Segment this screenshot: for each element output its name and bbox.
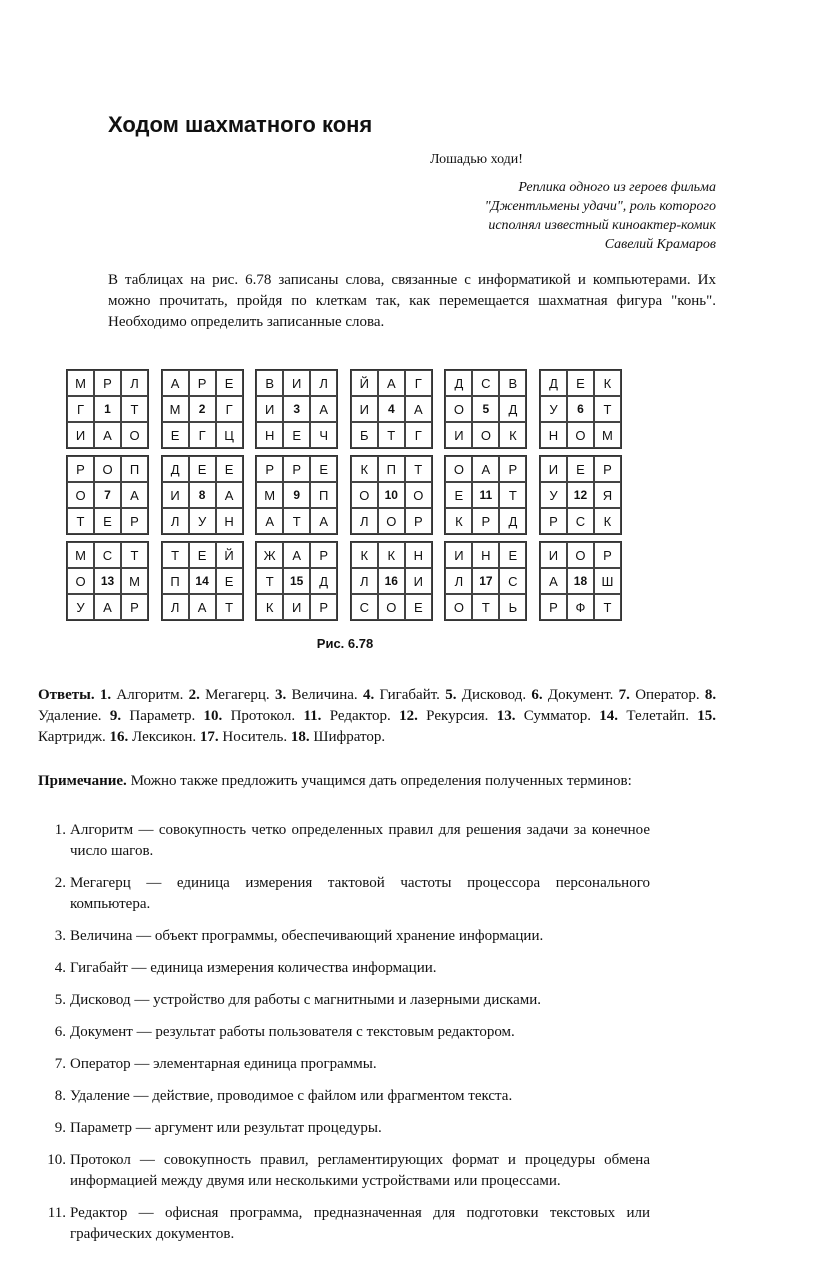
grid-letter: С: [351, 594, 378, 620]
answer-item: Оператор.: [629, 687, 700, 703]
grid-letter: Л: [162, 508, 189, 534]
grid-letter: О: [445, 594, 472, 620]
definition-text: Удаление — действие, проводимое с файлом или фрагментом текста.: [70, 1088, 513, 1104]
grid-number: 4: [378, 396, 405, 422]
grid-letter: Т: [594, 396, 621, 422]
grid-letter: Д: [445, 370, 472, 396]
letter-grid-12: [539, 455, 622, 535]
grid-letter: Б: [351, 422, 378, 448]
definition-text: Дисковод — устройство для работы с магнитными и лазерными дисками.: [70, 992, 542, 1008]
grid-letter: А: [405, 396, 432, 422]
definition-number: 8.: [54, 1088, 66, 1104]
definition-number: 11.: [47, 1205, 66, 1221]
grid-letter: Е: [310, 456, 337, 482]
epigraph-source: [485, 178, 716, 254]
grid-letter: О: [94, 456, 121, 482]
grid-number: 16: [378, 568, 405, 594]
page-title: Ходом шахматного коня: [108, 112, 373, 137]
grid-number: 8: [189, 482, 216, 508]
letter-grid-2: [161, 369, 244, 449]
definition-text: Гигабайт — единица измерения количества информации.: [70, 960, 437, 976]
grid-letter: Е: [94, 508, 121, 534]
letter-grid-5: [444, 369, 527, 449]
grid-letter: Д: [499, 396, 526, 422]
grid-letter: У: [67, 594, 94, 620]
grid-letter: Т: [405, 456, 432, 482]
grid-letter: Р: [94, 370, 121, 396]
epigraph-line: "Джентльмены удачи", роль которого: [484, 199, 716, 214]
note-paragraph: [38, 771, 716, 792]
epigraph-quote: Лошадью ходи!: [430, 152, 523, 167]
definition-item: [38, 1054, 650, 1075]
answer-item: Картридж.: [38, 729, 106, 745]
definition-item: [38, 1150, 650, 1192]
intro-paragraph: В таблицах на рис. 6.78 записаны слова, связанные с информатикой и компьютерами. Их можно прочитать, пройдя по клеткам так, как перемещается шахматная фигура "конь". Необходимо определить записанные слова.: [108, 272, 716, 330]
grid-letter: Т: [216, 594, 243, 620]
grid-letter: О: [378, 594, 405, 620]
grid-letter: Н: [540, 422, 567, 448]
figure-caption: Рис. 6.78: [316, 636, 374, 651]
note-label: Примечание.: [38, 773, 127, 789]
answer-item: Рекурсия.: [417, 708, 489, 724]
grid-letter: П: [162, 568, 189, 594]
grid-letter: И: [283, 370, 310, 396]
grid-letter: Т: [121, 396, 148, 422]
definition-number: 2.: [54, 875, 66, 891]
definition-number: 4.: [54, 960, 66, 976]
grid-letter: М: [162, 396, 189, 422]
grid-letter: П: [378, 456, 405, 482]
answer-item: Величина.: [286, 687, 358, 703]
grid-row: [66, 369, 622, 449]
grid-letter: Р: [283, 456, 310, 482]
grid-letter: О: [445, 396, 472, 422]
grid-letter: Р: [405, 508, 432, 534]
grid-letter: Р: [499, 456, 526, 482]
grid-letter: Е: [405, 594, 432, 620]
grid-letter: И: [256, 396, 283, 422]
answer-item: Документ.: [542, 687, 614, 703]
answer-item: Мегагерц.: [199, 687, 270, 703]
grid-letter: А: [378, 370, 405, 396]
grid-letter: Я: [594, 482, 621, 508]
letter-grid-8: [161, 455, 244, 535]
answer-number: 10.: [203, 708, 223, 724]
letter-grid-4: [350, 369, 433, 449]
grid-letter: А: [283, 542, 310, 568]
answer-number: 8.: [704, 687, 717, 703]
grid-letter: А: [216, 482, 243, 508]
answer-number: 3.: [274, 687, 287, 703]
epigraph-line: исполнял известный киноактер-комик: [488, 218, 716, 233]
grid-letter: Т: [256, 568, 283, 594]
grid-letter: Е: [445, 482, 472, 508]
grid-letter: Е: [499, 542, 526, 568]
letter-grid-7: [66, 455, 149, 535]
grid-letter: К: [351, 542, 378, 568]
grid-letter: Р: [121, 594, 148, 620]
grid-letter: С: [499, 568, 526, 594]
grid-letter: Н: [216, 508, 243, 534]
grid-letter: М: [594, 422, 621, 448]
answers-label: Ответы.: [38, 687, 95, 703]
definition-item: [38, 873, 650, 915]
definition-number: 9.: [54, 1120, 66, 1136]
grid-letter: Р: [310, 594, 337, 620]
grid-letter: Н: [405, 542, 432, 568]
grid-letter: О: [445, 456, 472, 482]
grid-letter: Е: [216, 568, 243, 594]
definition-item: [38, 1022, 650, 1043]
letter-grid-18: [539, 541, 622, 621]
grid-number: 13: [94, 568, 121, 594]
grid-letter: Ь: [499, 594, 526, 620]
grid-row: [66, 541, 622, 621]
answer-item: Гигабайт.: [374, 687, 440, 703]
definition-item: [38, 958, 650, 979]
definition-text: Редактор — офисная программа, предназначенная для подготовки текстовых или графических документов.: [70, 1205, 650, 1242]
grid-letter: Г: [189, 422, 216, 448]
grid-letter: Л: [121, 370, 148, 396]
grid-letter: Г: [67, 396, 94, 422]
definition-number: 1.: [54, 822, 66, 838]
grid-letter: Ф: [567, 594, 594, 620]
definition-number: 3.: [54, 928, 66, 944]
grid-letter: А: [256, 508, 283, 534]
grid-number: 18: [567, 568, 594, 594]
letter-grid-1: [66, 369, 149, 449]
answer-number: 14.: [599, 708, 619, 724]
grid-number: 9: [283, 482, 310, 508]
grid-letter: А: [310, 508, 337, 534]
grid-letter: Ш: [594, 568, 621, 594]
letter-grid-3: [255, 369, 338, 449]
grid-letter: О: [405, 482, 432, 508]
grid-letter: О: [67, 482, 94, 508]
grid-number: 6: [567, 396, 594, 422]
answer-item: Дисковод.: [456, 687, 527, 703]
definition-item: [38, 926, 650, 947]
grid-letter: Т: [378, 422, 405, 448]
grid-letter: Р: [121, 508, 148, 534]
grid-letter: Д: [499, 508, 526, 534]
grid-letter: Л: [445, 568, 472, 594]
grid-number: 3: [283, 396, 310, 422]
grid-letter: Л: [162, 594, 189, 620]
answer-item: Параметр.: [121, 708, 196, 724]
grid-letter: В: [256, 370, 283, 396]
grid-letter: Р: [472, 508, 499, 534]
definitions-list: [38, 820, 650, 1256]
grid-letter: Е: [216, 370, 243, 396]
answer-number: 5.: [445, 687, 457, 703]
answer-number: 9.: [109, 708, 122, 724]
definition-number: 7.: [54, 1056, 66, 1072]
letter-grid-6: [539, 369, 622, 449]
grid-letter: Т: [594, 594, 621, 620]
grid-number: 11: [472, 482, 499, 508]
answer-number: 13.: [496, 708, 516, 724]
definition-text: Параметр — аргумент или результат процедуры.: [70, 1120, 382, 1136]
grid-letter: К: [351, 456, 378, 482]
grid-letter: К: [594, 370, 621, 396]
grid-letter: Л: [351, 508, 378, 534]
grid-letter: М: [256, 482, 283, 508]
grid-letter: А: [121, 482, 148, 508]
grid-letter: С: [94, 542, 121, 568]
grid-letter: О: [472, 422, 499, 448]
answer-number: 4.: [362, 687, 375, 703]
grid-letter: Р: [310, 542, 337, 568]
grid-letter: О: [121, 422, 148, 448]
grid-letter: У: [540, 396, 567, 422]
answer-number: 11.: [303, 708, 322, 724]
grid-letter: Р: [540, 508, 567, 534]
letter-grid-16: [350, 541, 433, 621]
grid-letter: А: [94, 422, 121, 448]
answer-item: Редактор.: [321, 708, 391, 724]
grid-letter: У: [540, 482, 567, 508]
grid-letter: А: [310, 396, 337, 422]
grid-letter: Ч: [310, 422, 337, 448]
answer-number: 12.: [399, 708, 418, 724]
grid-number: 15: [283, 568, 310, 594]
grid-letter: К: [256, 594, 283, 620]
grid-letter: Д: [540, 370, 567, 396]
definition-item: [38, 1118, 650, 1139]
grid-letter: Е: [216, 456, 243, 482]
grid-letter: Е: [189, 542, 216, 568]
answer-item: Сумматор.: [515, 708, 591, 724]
answer-item: Носитель.: [218, 729, 288, 745]
grid-letter: Р: [594, 456, 621, 482]
definition-item: [38, 820, 650, 862]
grid-letter: Е: [567, 456, 594, 482]
epigraph-line: Савелий Крамаров: [604, 237, 716, 252]
grid-letter: Л: [310, 370, 337, 396]
grid-letter: О: [567, 422, 594, 448]
grid-letter: Т: [162, 542, 189, 568]
grid-letter: П: [310, 482, 337, 508]
definition-number: 6.: [54, 1024, 66, 1040]
answers-paragraph: [38, 685, 716, 748]
grid-letter: М: [121, 568, 148, 594]
grid-letter: Д: [162, 456, 189, 482]
grid-letter: И: [162, 482, 189, 508]
grid-letter: Н: [256, 422, 283, 448]
letter-grid-9: [255, 455, 338, 535]
definition-item: [38, 1203, 650, 1245]
grid-letter: Й: [351, 370, 378, 396]
answer-number: 18.: [290, 729, 310, 745]
grid-letter: О: [351, 482, 378, 508]
answer-number: 1.: [99, 687, 112, 703]
grid-letter: У: [189, 508, 216, 534]
grid-letter: И: [283, 594, 310, 620]
letter-grid-15: [255, 541, 338, 621]
grid-number: 7: [94, 482, 121, 508]
grid-letter: И: [351, 396, 378, 422]
grid-letter: Й: [216, 542, 243, 568]
letter-grid-14: [161, 541, 244, 621]
letter-grid-13: [66, 541, 149, 621]
grid-letter: Р: [67, 456, 94, 482]
grid-letter: Н: [472, 542, 499, 568]
grid-letter: К: [378, 542, 405, 568]
grid-letter: И: [445, 422, 472, 448]
grid-letter: И: [540, 542, 567, 568]
grid-letter: Р: [540, 594, 567, 620]
note-text: Можно также предложить учащимся дать определения полученных терминов:: [130, 773, 632, 789]
grid-number: 5: [472, 396, 499, 422]
grid-letter: В: [499, 370, 526, 396]
grid-number: 2: [189, 396, 216, 422]
grid-letter: И: [67, 422, 94, 448]
answer-number: 6.: [531, 687, 543, 703]
definition-number: 10.: [47, 1152, 66, 1168]
answer-item: Лексикон.: [128, 729, 197, 745]
grid-letter: А: [472, 456, 499, 482]
letter-grid-17: [444, 541, 527, 621]
grid-letter: П: [121, 456, 148, 482]
answer-number: 15.: [697, 708, 717, 724]
grid-letter: И: [405, 568, 432, 594]
grid-letter: Е: [162, 422, 189, 448]
grid-letter: С: [472, 370, 499, 396]
grid-letter: Р: [256, 456, 283, 482]
grid-letter: О: [378, 508, 405, 534]
definition-number: 5.: [54, 992, 66, 1008]
letter-grid-10: [350, 455, 433, 535]
grid-letter: К: [499, 422, 526, 448]
grid-letter: К: [594, 508, 621, 534]
grid-letter: О: [67, 568, 94, 594]
definition-text: Величина — объект программы, обеспечивающий хранение информации.: [70, 928, 544, 944]
grid-letter: А: [189, 594, 216, 620]
grid-number: 10: [378, 482, 405, 508]
grid-letter: Г: [405, 370, 432, 396]
grid-letter: И: [445, 542, 472, 568]
answer-number: 2.: [188, 687, 200, 703]
letter-grid-11: [444, 455, 527, 535]
grid-letter: Т: [121, 542, 148, 568]
definition-text: Мегагерц — единица измерения тактовой частоты процессора персонального компьютера.: [70, 875, 650, 912]
grid-letter: И: [540, 456, 567, 482]
grid-row: [66, 455, 622, 535]
grid-letter: Е: [283, 422, 310, 448]
grid-letter: Т: [499, 482, 526, 508]
grid-letter: Т: [472, 594, 499, 620]
answer-number: 7.: [618, 687, 630, 703]
definition-text: Оператор — элементарная единица программы.: [70, 1056, 377, 1072]
answer-item: Шифратор.: [309, 729, 386, 745]
grid-number: 1: [94, 396, 121, 422]
definition-item: [38, 990, 650, 1011]
knight-grids: [66, 369, 622, 627]
answer-item: Телетайп.: [618, 708, 689, 724]
definition-item: [38, 1086, 650, 1107]
grid-letter: Г: [405, 422, 432, 448]
grid-number: 17: [472, 568, 499, 594]
answer-number: 16.: [109, 729, 129, 745]
grid-letter: Т: [283, 508, 310, 534]
answer-item: Протокол.: [222, 708, 296, 724]
grid-letter: Е: [189, 456, 216, 482]
grid-letter: Е: [567, 370, 594, 396]
definition-text: Алгоритм — совокупность четко определенных правил для решения задачи за конечное число шагов.: [70, 822, 650, 859]
grid-letter: А: [540, 568, 567, 594]
grid-letter: Ж: [256, 542, 283, 568]
grid-letter: Ц: [216, 422, 243, 448]
answer-number: 17.: [199, 729, 219, 745]
grid-letter: М: [67, 542, 94, 568]
answer-item: Алгоритм.: [111, 687, 184, 703]
grid-letter: Р: [594, 542, 621, 568]
answer-item: Удаление.: [38, 708, 102, 724]
grid-letter: Д: [310, 568, 337, 594]
epigraph-line: Реплика одного из героев фильма: [518, 180, 716, 195]
definition-text: Протокол — совокупность правил, регламентирующих формат и процедуры обмена информацией между двумя или несколькими устройствами или процессами.: [70, 1152, 650, 1189]
grid-letter: К: [445, 508, 472, 534]
grid-letter: Т: [67, 508, 94, 534]
grid-number: 14: [189, 568, 216, 594]
grid-letter: Г: [216, 396, 243, 422]
grid-letter: С: [567, 508, 594, 534]
grid-letter: М: [67, 370, 94, 396]
grid-letter: О: [567, 542, 594, 568]
grid-letter: Р: [189, 370, 216, 396]
definition-text: Документ — результат работы пользователя с текстовым редактором.: [70, 1024, 515, 1040]
grid-letter: А: [162, 370, 189, 396]
grid-number: 12: [567, 482, 594, 508]
grid-letter: Л: [351, 568, 378, 594]
grid-letter: А: [94, 594, 121, 620]
